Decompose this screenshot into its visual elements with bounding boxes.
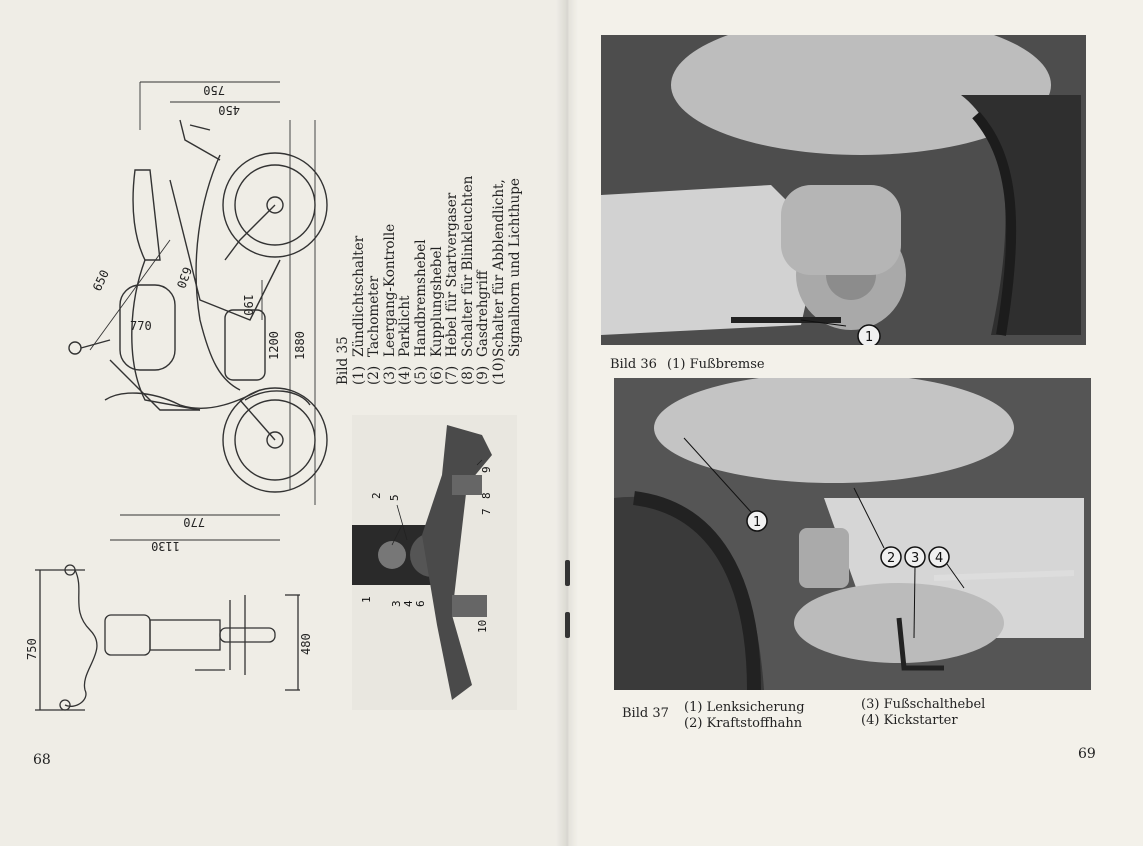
legend-item: (7) Hebel für Startvergaser: [444, 192, 461, 385]
dim-770-bottom: 770: [183, 515, 205, 529]
bild37-item: (2) Kraftstoffhahn: [684, 716, 803, 731]
bild35-callout-8: 8: [480, 492, 493, 499]
page-number-left: 68: [33, 752, 51, 768]
bild35-callout-2: 2: [370, 492, 383, 499]
bild35-photo: [352, 415, 517, 710]
bild35-callout-3: 3: [390, 600, 403, 607]
bild36-label: Bild 36: [610, 357, 657, 372]
bild37-items-right: [861, 697, 985, 729]
dim-480: 480: [299, 633, 313, 655]
staple-top: [565, 560, 570, 586]
bild35-callout-10: 10: [476, 619, 489, 633]
bild35-callout-9: 9: [480, 466, 493, 473]
legend-title: Bild 35: [335, 336, 351, 385]
motorcycle-side-drawing: [50, 60, 350, 560]
page-number-right: 69: [1078, 746, 1096, 762]
bild37-label: Bild 37: [622, 706, 669, 721]
bild35-callout-7: 7: [480, 508, 493, 515]
dim-450: 450: [218, 103, 240, 117]
dim-1130: 1130: [151, 539, 180, 553]
legend-item: (6) Kupplungshebel: [428, 246, 445, 385]
dim-750-top: 750: [203, 83, 225, 97]
dim-650: 650: [90, 267, 112, 294]
bild36-photo: [601, 35, 1086, 345]
staple-bottom: [565, 612, 570, 638]
legend-item: (2) Tachometer: [366, 275, 383, 385]
dim-190: 190: [241, 294, 255, 316]
bild37-items-left: [684, 700, 805, 732]
dim-750-side: 750: [25, 638, 39, 660]
dim-1880: 1880: [293, 331, 307, 360]
legend-item: (5) Handbremshebel: [412, 239, 429, 385]
legend-item: (9) Gasdrehgriff: [475, 270, 492, 385]
bild37-item: (4) Kickstarter: [861, 713, 958, 728]
legend-item: (4) Parklicht: [397, 295, 414, 385]
legend-item: (3) Leergang-Kontrolle: [381, 223, 398, 385]
bild37-callout-1: 1: [753, 515, 762, 530]
bild37-callout-2: 2: [887, 551, 896, 566]
bild35-callout-6: 6: [414, 600, 427, 607]
bild36-callout-1: 1: [865, 330, 874, 345]
bild37-item: (1) Lenksicherung: [684, 700, 805, 715]
bild35-callout-1: 1: [360, 596, 373, 603]
legend-item: Signalhorn und Lichthupe: [506, 178, 523, 357]
bild37-item: (3) Fußschalthebel: [861, 697, 986, 712]
bild37-callout-4: 4: [935, 551, 944, 566]
bild37-callout-3: 3: [911, 551, 920, 566]
dim-1200: 1200: [267, 331, 281, 360]
legend-item: (1) Zündlichtschalter: [350, 235, 367, 385]
dim-770-body: 770: [130, 319, 152, 333]
bild35-callout-4: 4: [402, 600, 415, 607]
left-page: [0, 0, 566, 846]
bild37-photo: [614, 378, 1091, 690]
bild36-item: (1) Fußbremse: [667, 357, 765, 372]
legend-item: (10) Schalter für Abblendlicht,: [490, 179, 507, 385]
right-page: [566, 0, 1143, 846]
bild35-legend: [336, 176, 523, 385]
page-gutter: [556, 0, 578, 846]
dim-630: 630: [173, 264, 195, 291]
motorcycle-front-drawing: [20, 560, 320, 730]
bild36-caption: [610, 357, 765, 372]
legend-item: (8) Schalter für Blinkleuchten: [459, 175, 476, 385]
bild35-callout-5: 5: [388, 494, 401, 501]
